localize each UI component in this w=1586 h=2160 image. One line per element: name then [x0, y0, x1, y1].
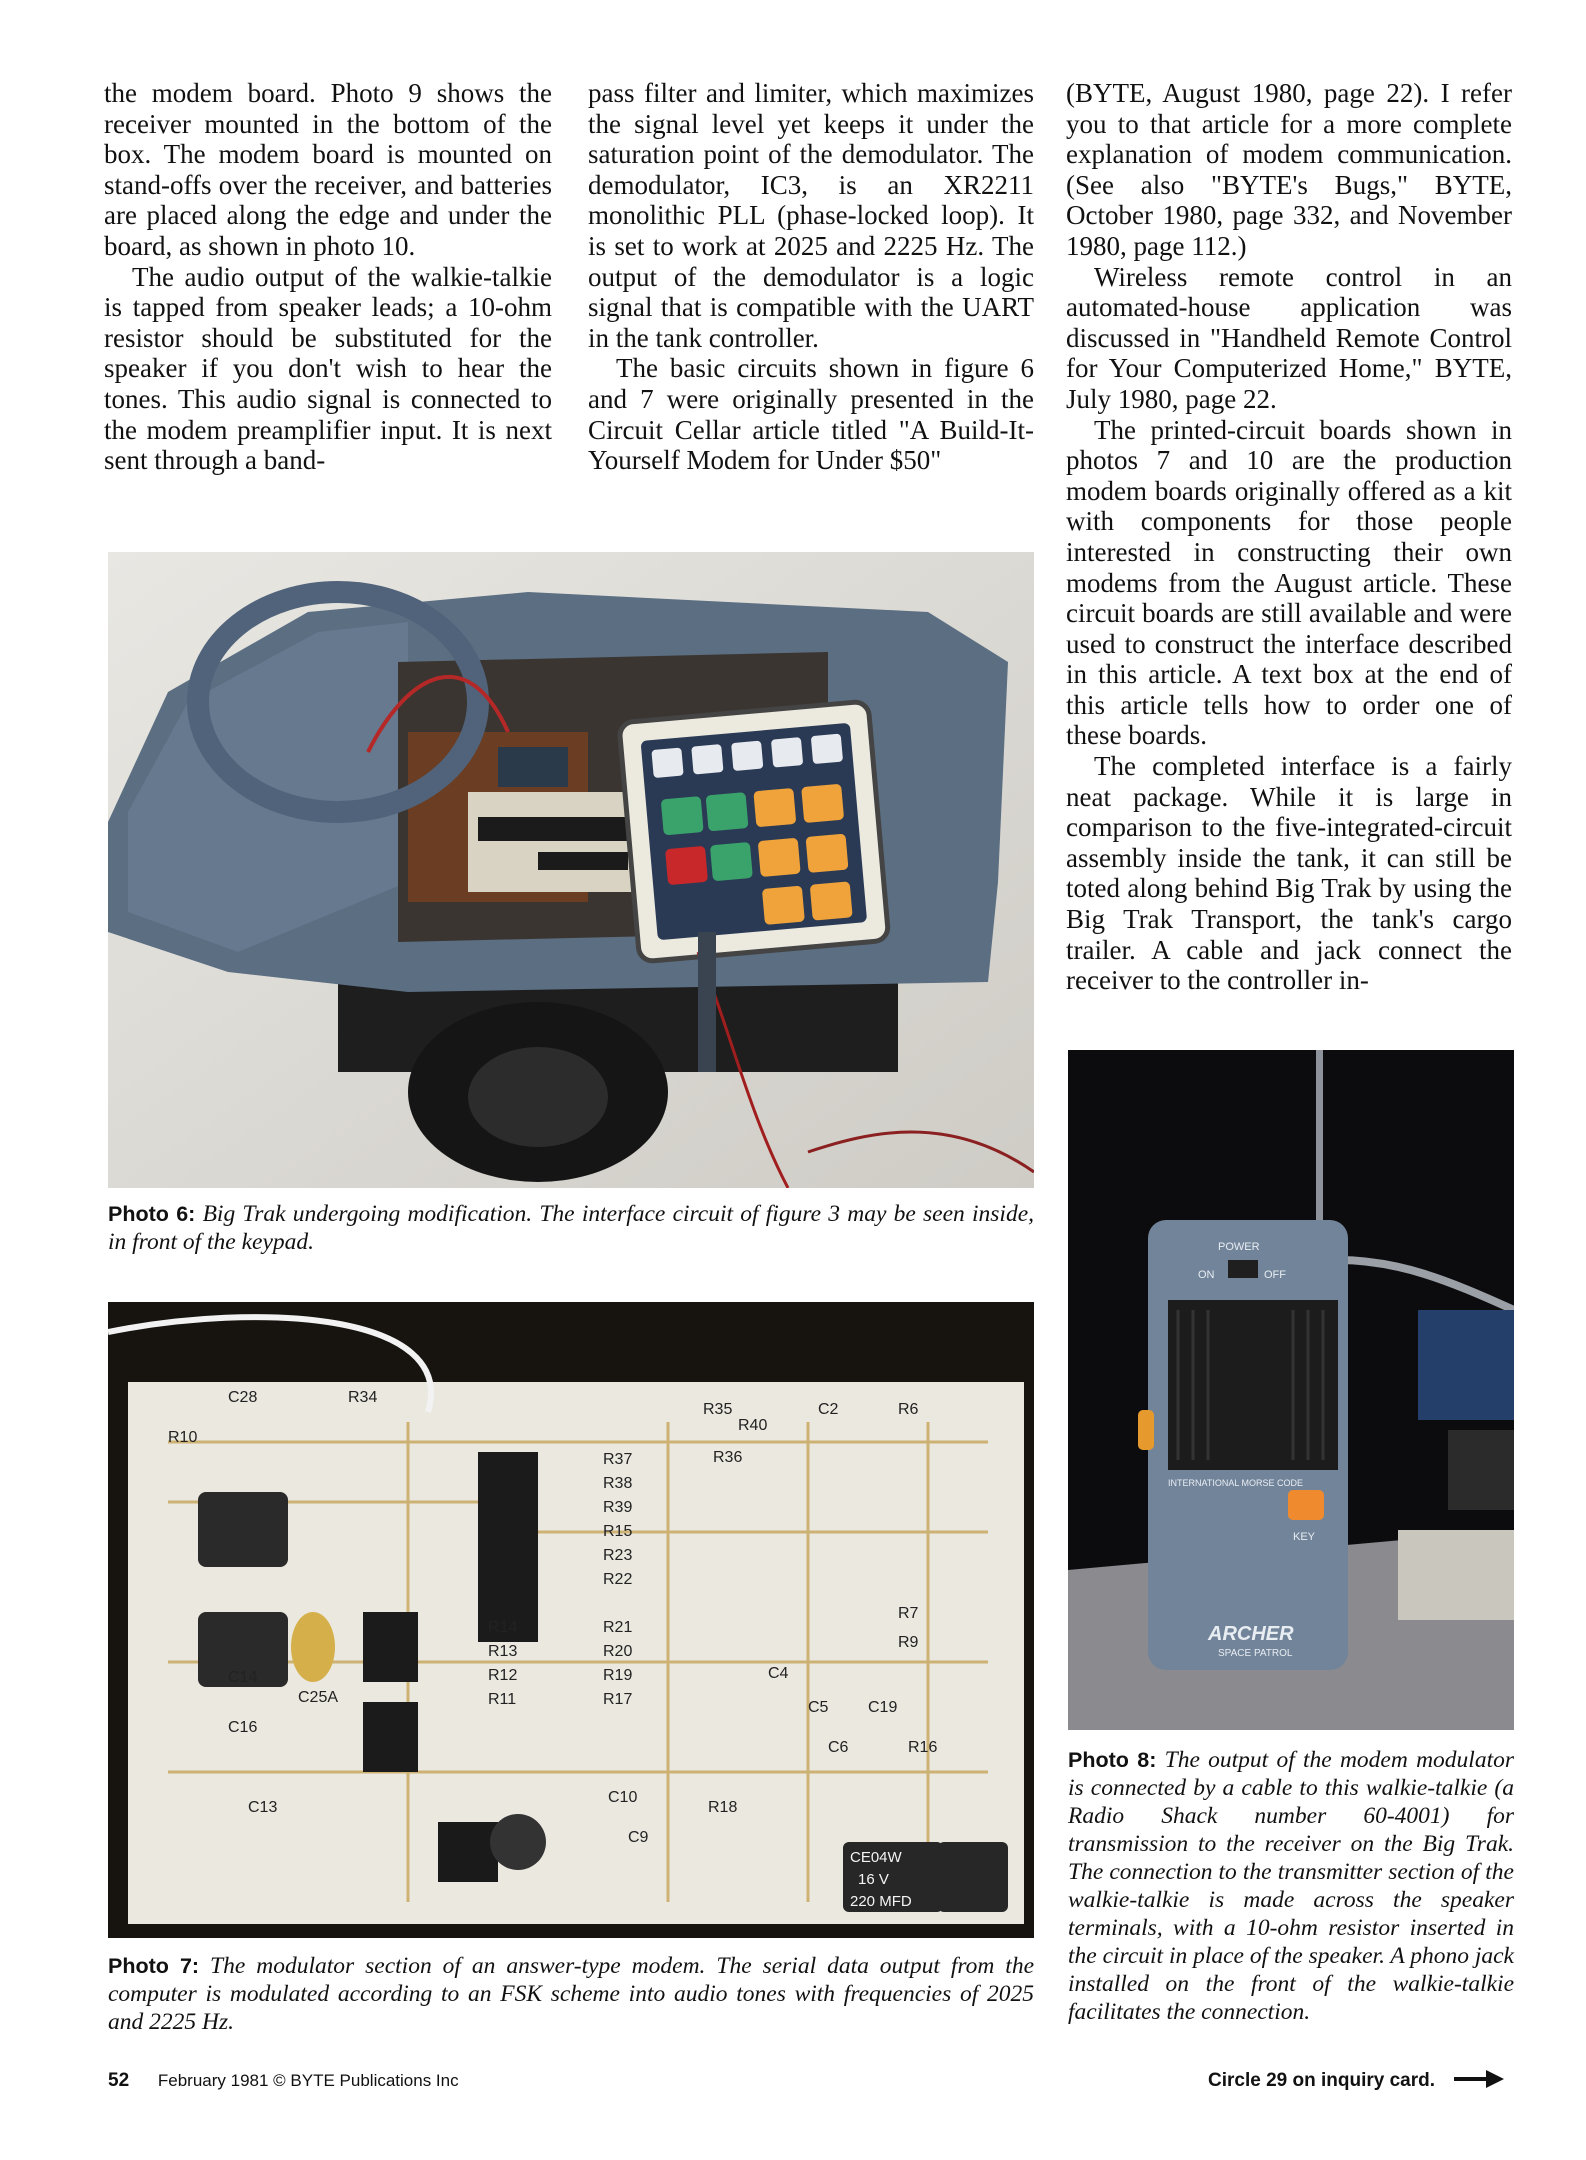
photo-6-big-trak — [108, 552, 1034, 1188]
board-label-r37: R37 — [603, 1451, 633, 1468]
photo-6-caption-text: Big Trak undergoing modification. The interface circuit of figure 3 may be seen inside, in front of the keypad. — [108, 1201, 1034, 1255]
board-label-c13: C13 — [248, 1799, 278, 1816]
right-arrow-icon — [1454, 2070, 1504, 2093]
board-label-r17: R17 — [603, 1691, 633, 1708]
photo-7-caption — [108, 1952, 1034, 2036]
board-label-r11: R11 — [488, 1691, 517, 1708]
board-label-c14: C14 — [228, 1669, 258, 1686]
device-key-label: KEY — [1293, 1531, 1316, 1543]
board-label-r21: R21 — [603, 1619, 633, 1636]
board-label-c6: C6 — [828, 1739, 849, 1756]
device-model-label: SPACE PATROL — [1218, 1648, 1293, 1659]
left-paragraph-1: the modem board. Photo 9 shows the receiver mounted in the bottom of the box. The modem board is mounted on stand-offs over the receiver, and batteries are placed along the edge and under the board, as shown in photo 10. — [104, 78, 552, 261]
board-label-r38: R38 — [603, 1475, 633, 1492]
board-label-r6: R6 — [898, 1401, 919, 1418]
board-label-r34: R34 — [348, 1389, 378, 1406]
photo-8-caption-text: The output of the modem modulator is connected by a cable to this walkie-talkie (a Radio Shack number 60-4001) for transmission to the receiver on the Big Trak. The connection to the transmitter section of the walkie-talkie is made across the speaker terminals, with a 10-ohm resistor inserted in the circuit in place of the speaker. A phono jack installed on the front of the walkie-talkie facilitates the connection. — [1068, 1747, 1515, 2025]
photo-6-caption — [108, 1200, 1034, 1256]
photo-8-walkie-talkie — [1068, 1050, 1514, 1730]
board-label-r19: R19 — [603, 1667, 633, 1684]
middle-paragraph-2: The basic circuits shown in figure 6 and 7 were originally presented in the Circuit Cellar article titled "A Build-It-Yourself Modem for Under $50" — [588, 353, 1034, 476]
issue-line: February 1981 © BYTE Publications Inc — [157, 2071, 459, 2090]
text-column-middle — [588, 78, 1034, 476]
board-label-r9: R9 — [898, 1634, 919, 1651]
board-label-r20: R20 — [603, 1643, 633, 1660]
right-paragraph-2: Wireless remote control in an automated-house application was discussed in "Handheld Remote Control for Your Computerized Home," BYTE, July 1980, page 22. — [1066, 261, 1512, 414]
photo-7-label: Photo 7: — [108, 1954, 200, 1978]
cap-label-2: 16 V — [858, 1871, 889, 1888]
board-label-c9: C9 — [628, 1829, 649, 1846]
inquiry-note: Circle 29 on inquiry card. — [1208, 2070, 1436, 2091]
board-label-c5: C5 — [808, 1699, 829, 1716]
photo-7-caption-text: The modulator section of an answer-type modem. The serial data output from the computer is modulated according to an FSK scheme into audio tones with frequencies of 2025 and 2225 Hz. — [108, 1953, 1035, 2035]
photo-8-label: Photo 8: — [1068, 1748, 1157, 1772]
board-label-c16: C16 — [228, 1719, 258, 1736]
board-label-c10: C10 — [608, 1789, 638, 1806]
board-label-r7: R7 — [898, 1605, 919, 1622]
device-brand-label: ARCHER — [1208, 1623, 1294, 1645]
right-paragraph-4: The completed interface is a fairly neat package. While it is large in comparison to the five-integrated-circuit assembly inside the tank, it can still be toted along behind Big Trak by using the Big Trak Transport, the tank's cargo trailer. A cable and jack connect the receiver to the controller in- — [1066, 751, 1512, 996]
board-label-r13: R13 — [488, 1643, 518, 1660]
page-footer-right — [1208, 2070, 1504, 2093]
board-label-r35: R35 — [703, 1401, 733, 1418]
board-label-c2: C2 — [818, 1401, 839, 1418]
right-paragraph-3: The printed-circuit boards shown in photos 7 and 10 are the production modem boards originally offered as a kit with components for those people interested in constructing their own modems from the August article. These circuit boards are still available and were used to construct the interface described in this article. A text box at the end of this article tells how to order one of these boards. — [1066, 414, 1512, 751]
board-label-r14: R14 — [488, 1619, 518, 1636]
board-label-r15: R15 — [603, 1523, 633, 1540]
board-label-c4: C4 — [768, 1665, 789, 1682]
page-footer-left — [108, 2070, 459, 2092]
device-on-label: ON — [1198, 1269, 1215, 1281]
board-label-r23: R23 — [603, 1547, 633, 1564]
cap-label-1: CE04W — [850, 1849, 902, 1866]
board-label-r10: R10 — [168, 1429, 198, 1446]
middle-paragraph-1: pass filter and limiter, which maximizes the signal level yet keeps it under the saturation point of the demodulator. The demodulator, IC3, is an XR2211 monolithic PLL (phase-locked loop). It is set to work at 2025 and 2225 Hz. The output of the demodulator is a logic signal that is compatible with the UART in the tank controller. — [588, 78, 1034, 353]
board-label-r40: R40 — [738, 1417, 768, 1434]
board-label-c19: C19 — [868, 1699, 898, 1716]
photo-6-label: Photo 6: — [108, 1202, 196, 1226]
photo-7-modem-board — [108, 1302, 1034, 1938]
page-number: 52 — [108, 2070, 130, 2091]
board-label-r36: R36 — [713, 1449, 743, 1466]
board-label-r16: R16 — [908, 1739, 938, 1756]
device-off-label: OFF — [1264, 1269, 1286, 1281]
left-paragraph-2: The audio output of the walkie-talkie is tapped from speaker leads; a 10-ohm resistor should be substituted for the speaker if you don't wish to hear the tones. This audio signal is connected to the modem preamplifier input. It is next sent through a band- — [104, 261, 552, 476]
right-paragraph-1: (BYTE, August 1980, page 22). I refer you to that article for a more complete explanation of modem communication. (See also "BYTE's Bugs," BYTE, October 1980, page 332, and November 1980, page 112.) — [1066, 78, 1512, 261]
cap-label-3: 220 MFD — [850, 1893, 912, 1910]
photo-8-caption — [1068, 1746, 1514, 2026]
board-label-r22: R22 — [603, 1571, 633, 1588]
board-label-c28: C28 — [228, 1389, 258, 1406]
text-column-left — [104, 78, 552, 476]
device-morse-label: INTERNATIONAL MORSE CODE — [1168, 1478, 1304, 1488]
text-column-right — [1066, 78, 1512, 996]
board-label-r18: R18 — [708, 1799, 738, 1816]
device-power-label: POWER — [1218, 1241, 1260, 1253]
board-label-r12: R12 — [488, 1667, 518, 1684]
board-label-c25a: C25A — [298, 1689, 339, 1706]
board-label-r39: R39 — [603, 1499, 633, 1516]
